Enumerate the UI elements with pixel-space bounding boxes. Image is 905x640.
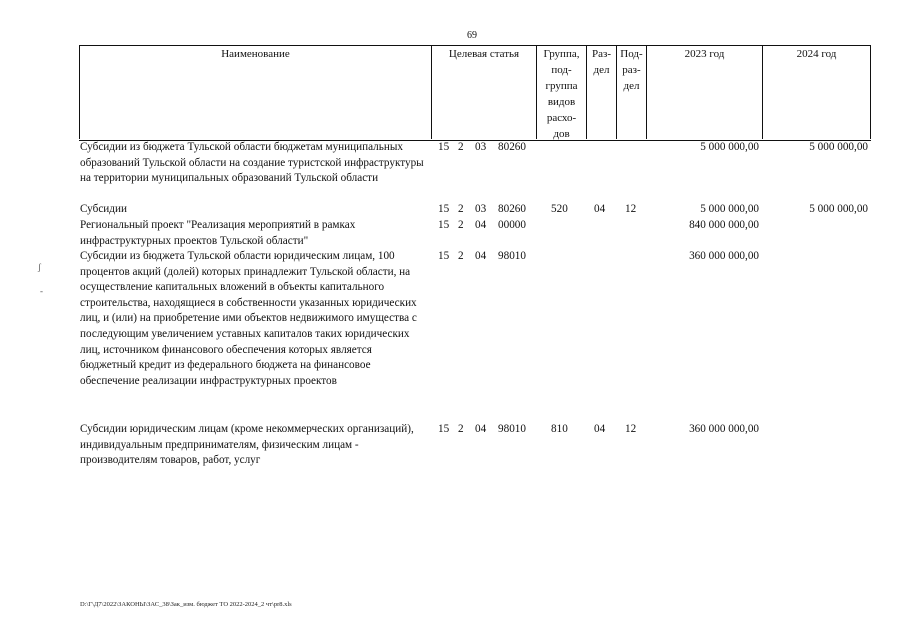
cell-cs2: 2	[458, 250, 464, 262]
cell-podrazdel: 12	[625, 423, 637, 435]
row-name: Субсидии из бюджета Тульской области юридическим лицам, 100 процентов акций (долей) которых принадлежит Тульской области, на осуществление капитальных вложений в объекты капитального строительства, находящиеся в собственности указанных юридических лиц, и (или) на приобретение ими объектов недвижимого имущества с последующим увеличением уставных капиталов таких юридических лиц, источником финансового обеспечения которых является бюджетный кредит из федерального бюджета на финансовое обеспечение реализации инфраструктурных проектов	[80, 250, 417, 387]
cell-cs1: 15	[438, 423, 450, 435]
file-path-footer: D:\Г\Д7\2022\ЗАКОНЫ\ЗАС_38\Зак_изм. бюджет ТО 2022-2024_2 чт\pr8.xls	[80, 601, 292, 608]
cell-2023: 5 000 000,00	[700, 141, 759, 153]
row-name: Региональный проект "Реализация мероприятий в рамках инфраструктурных проектов Тульской области"	[80, 219, 356, 247]
scan-mark: -	[40, 286, 43, 296]
cell-2023: 5 000 000,00	[700, 203, 759, 215]
cell-cs2: 2	[458, 219, 464, 231]
cell-2024: 5 000 000,00	[809, 141, 868, 153]
cell-razdel: 04	[594, 423, 606, 435]
cell-cs4: 98010	[498, 250, 526, 262]
cell-cs4: 80260	[498, 203, 526, 215]
scan-mark: ʃ	[38, 262, 41, 272]
cell-cs3: 04	[475, 219, 487, 231]
header-razdel: Раз- дел	[586, 45, 616, 139]
cell-cs4: 00000	[498, 219, 526, 231]
cell-2023: 840 000 000,00	[689, 219, 759, 231]
header-podrazdel: Под- раз- дел	[616, 45, 646, 139]
cell-cs2: 2	[458, 423, 464, 435]
header-group: Группа, под- группа видов расхо- дов	[536, 45, 586, 139]
cell-group: 810	[551, 423, 568, 435]
cell-cs3: 04	[475, 423, 487, 435]
cell-cs2: 2	[458, 203, 464, 215]
row-name: Субсидии	[80, 203, 127, 215]
header-target-article: Целевая статья	[431, 45, 536, 139]
cell-podrazdel: 12	[625, 203, 637, 215]
cell-2023: 360 000 000,00	[689, 250, 759, 262]
row-name: Субсидии юридическим лицам (кроме некоммерческих организаций), индивидуальным предпринимателям, физическим лицам - производителям товаров, работ, услуг	[80, 423, 414, 467]
cell-group: 520	[551, 203, 568, 215]
cell-razdel: 04	[594, 203, 606, 215]
cell-cs4: 98010	[498, 423, 526, 435]
cell-cs1: 15	[438, 250, 450, 262]
cell-cs1: 15	[438, 219, 450, 231]
cell-cs1: 15	[438, 141, 450, 153]
cell-cs3: 03	[475, 141, 487, 153]
cell-cs1: 15	[438, 203, 450, 215]
row-name: Субсидии из бюджета Тульской области бюджетам муниципальных образований Тульской области на создание туристской инфраструктуры на территории муниципальных образований Тульской области	[80, 141, 424, 185]
header-name: Наименование	[79, 45, 431, 139]
header-2024: 2024 год	[762, 45, 871, 139]
cell-cs3: 04	[475, 250, 487, 262]
page-number: 69	[467, 30, 477, 41]
cell-cs2: 2	[458, 141, 464, 153]
cell-cs4: 80260	[498, 141, 526, 153]
header-2023: 2023 год	[646, 45, 762, 139]
cell-2024: 5 000 000,00	[809, 203, 868, 215]
cell-2023: 360 000 000,00	[689, 423, 759, 435]
cell-cs3: 03	[475, 203, 487, 215]
